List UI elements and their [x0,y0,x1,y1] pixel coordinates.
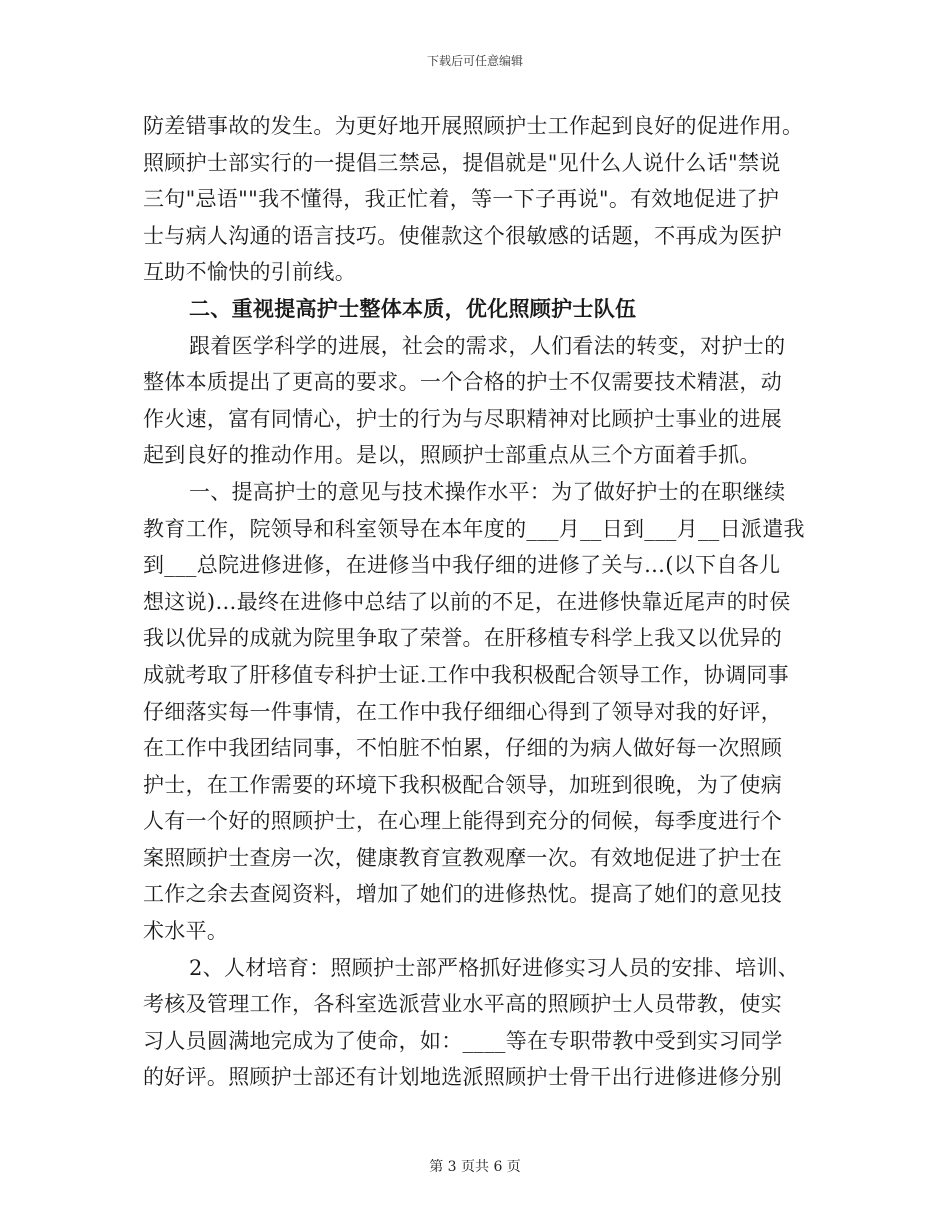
text-line: 人有一个好的照顾护士，在心理上能得到充分的伺候，每季度进行个 [143,809,782,834]
text-line: 一、提高护士的意见与技术操作水平：为了做好护士的在职继续 [189,479,786,504]
text-line: 成就考取了肝移值专科护士证.工作中我积极配合领导工作，协调同事 [143,662,789,687]
text-line: 习人员圆满地完成为了使命，如：____等在专职带教中受到实习同学 [143,1028,783,1053]
text-line: 在工作中我团结同事，不怕脏不怕累，仔细的为病人做好每一次照顾 [143,736,782,761]
text-line: 工作之余去查阅资料，增加了她们的进修热忱。提高了她们的意见技 [143,882,782,907]
text-line: 起到良好的推动作用。是以，照顾护士部重点从三个方面着手抓。 [143,443,761,468]
text-line: 士与病人沟通的语言技巧。使催款这个很敏感的话题，不再成为医护 [143,223,782,248]
text-line: 案照顾护士查房一次，健康教育宣教观摩一次。有效地促进了护士在 [143,845,782,870]
page-footer: 第 3 页共 6 页 [429,1159,521,1175]
text-line: 到___总院进修进修，在进修当中我仔细的进修了关与…(以下自各儿 [143,553,781,578]
text-line: 仔细落实每一件事情，在工作中我仔细细心得到了领导对我的好评， [143,699,782,724]
text-line: 2、人材培育：照顾护士部严格抓好进修实习人员的安排、培训、 [189,955,800,980]
page-header: 下载后可任意编辑 [426,54,523,68]
document-body [143,108,808,1096]
section-heading: 二、重视提高护士整体本质，优化照顾护士队伍 [189,295,637,321]
text-line: 我以优异的成就为院里争取了荣誉。在肝移植专科学上我又以优异的 [143,626,782,651]
text-line: 互助不愉快的引前线。 [143,260,356,285]
text-line: 的好评。照顾护士部还有计划地选派照顾护士骨干出行进修进修分别 [143,1065,782,1090]
text-line: 三句"忌语""我不懂得，我正忙着，等一下子再说"。有效地促进了护 [143,187,780,212]
text-line: 照顾护士部实行的一提倡三禁忌，提倡就是"见什么人说什么话"禁说 [143,150,781,175]
text-line: 教育工作，院领导和科室领导在本年度的___月__日到___月__日派遣我 [143,516,805,541]
text-line: 考核及管理工作，各科室选派营业水平高的照顾护士人员带教，使实 [143,992,782,1017]
text-line: 整体本质提出了更高的要求。一个合格的护士不仅需要技术精湛，动 [143,370,782,395]
text-line: 术水平。 [143,919,229,944]
text-line: 想这说)…最终在进修中总结了以前的不足，在进修快靠近尾声的时侯 [143,589,791,614]
text-line: 防差错事故的发生。为更好地开展照顾护士工作起到良好的促进作用。 [143,114,804,138]
text-line: 作火速，富有同情心，护士的行为与尽职精神对比顾护士事业的进展 [143,406,782,431]
text-line: 护士，在工作需要的环境下我积极配合领导，加班到很晚，为了使病 [143,772,782,797]
text-line: 跟着医学科学的进展，社会的需求，人们看法的转变，对护士的 [189,333,786,358]
